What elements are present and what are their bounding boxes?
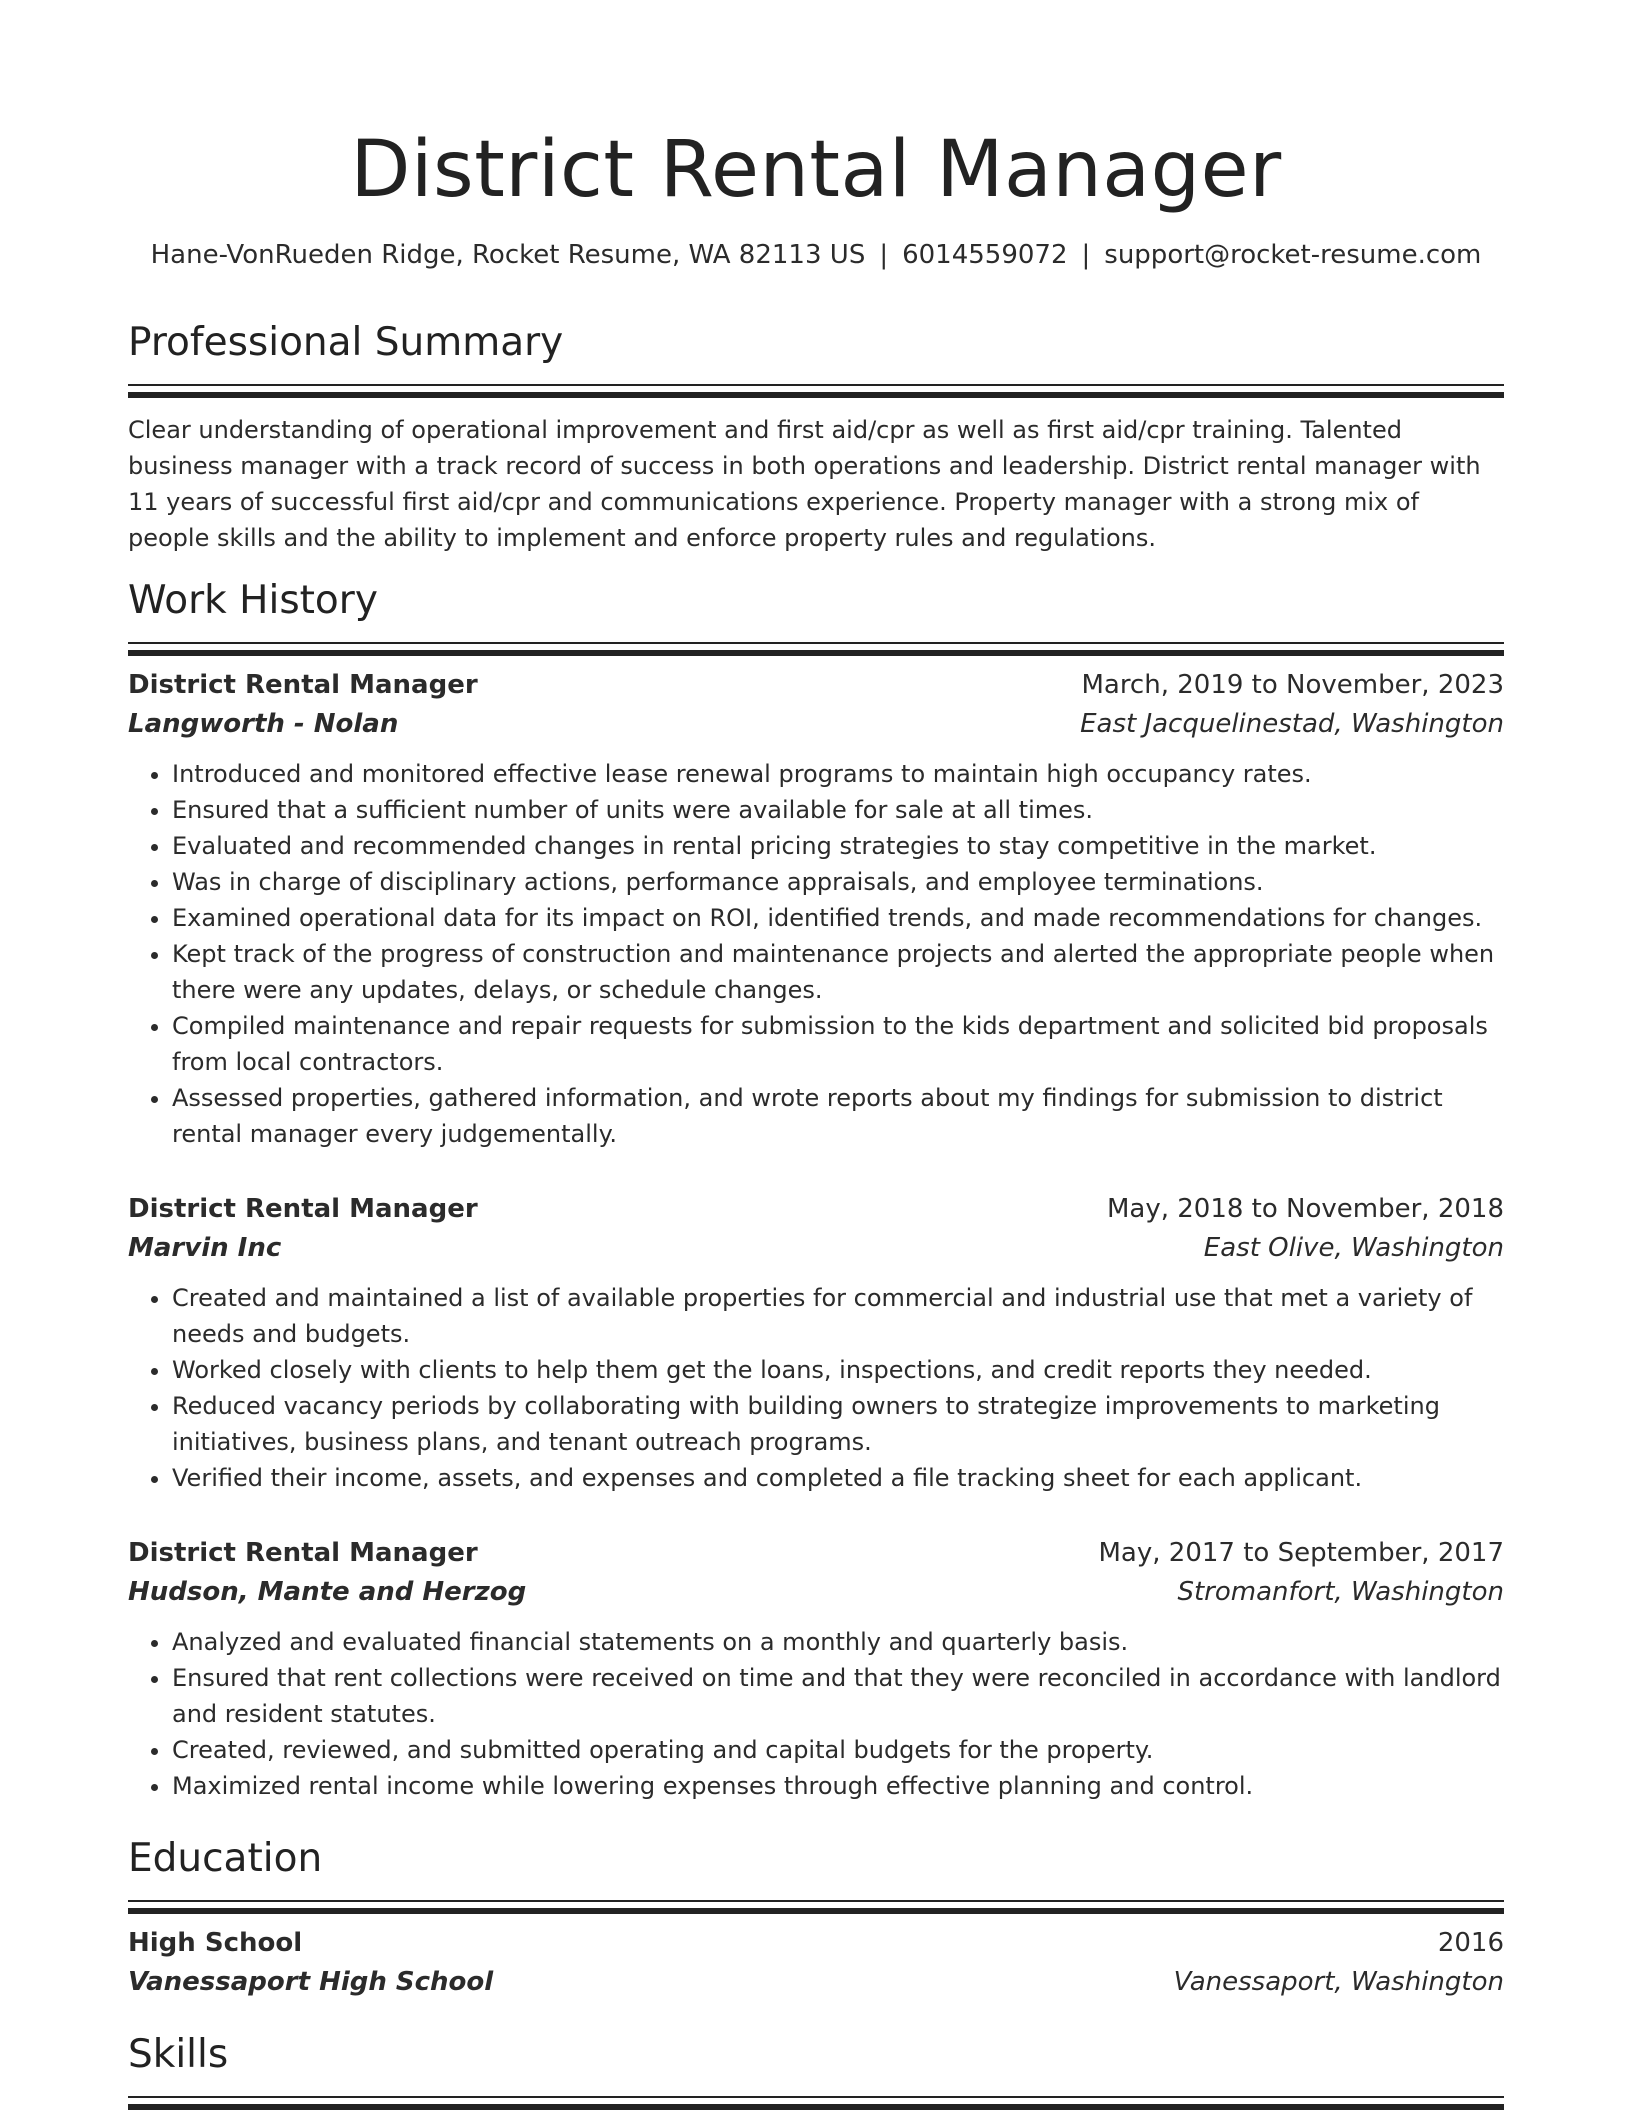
job-bullet: • Maximized rental income while lowering expenses through effective planning and control. [172,1768,1504,1804]
contact-separator: | [879,240,889,270]
job-entry [128,666,1504,1152]
section-divider [128,384,1504,386]
job-role: District Rental Manager [128,1538,478,1568]
job-company-row [128,1573,1504,1612]
job-bullets [128,1280,1504,1496]
contact-email: support@rocket-resume.com [1104,240,1482,270]
job-dates: May, 2018 to November, 2018 [1106,1194,1504,1224]
section-heading-education: Education [128,1836,323,1881]
job-bullet: • Examined operational data for its impact on ROI, identified trends, and made recommendations for changes. [172,900,1504,936]
contact-address: Hane-VonRueden Ridge, Rocket Resume, WA 82113 US [150,240,866,270]
education-entry [128,1924,1504,2002]
job-bullet: • Ensured that a sufficient number of units were available for sale at all times. [172,792,1504,828]
job-entry [128,1190,1504,1496]
education-section [128,1834,1504,1902]
job-dates: May, 2017 to September, 2017 [1098,1538,1504,1568]
professional-summary-section [128,318,1504,556]
section-divider [128,642,1504,644]
job-company-row [128,1229,1504,1268]
job-company: Langworth - Nolan [128,709,399,739]
education-school-row [128,1963,1504,2002]
job-bullet: • Evaluated and recommended changes in rental pricing strategies to stay competitive in the market. [172,828,1504,864]
job-location: Stromanfort, Washington [1177,1577,1504,1607]
job-bullet: • Assessed properties, gathered information, and wrote reports about my findings for submission to district rental manager every judgementally. [172,1080,1504,1152]
section-divider [128,1900,1504,1902]
section-heading-summary: Professional Summary [128,320,564,365]
job-location: East Olive, Washington [1203,1233,1504,1263]
contact-line [128,238,1504,272]
resume-title: District Rental Manager [350,125,1282,215]
work-history-section [128,576,1504,644]
job-bullet: • Reduced vacancy periods by collaborating with building owners to strategize improvements to marketing initiatives, business plans, and tenant outreach programs. [172,1388,1504,1460]
contact-separator: | [1081,240,1091,270]
job-header-row [128,1534,1504,1573]
job-bullets [128,1624,1504,1804]
job-company: Marvin Inc [128,1233,282,1263]
resume-page [128,0,1504,2077]
job-bullet: • Verified their income, assets, and expenses and completed a file tracking sheet for each applicant. [172,1460,1504,1496]
job-location: East Jacquelinestad, Washington [1080,709,1504,739]
job-bullet: • Introduced and monitored effective lease renewal programs to maintain high occupancy rates. [172,756,1504,792]
job-company: Hudson, Mante and Herzog [128,1577,527,1607]
job-dates: March, 2019 to November, 2023 [1081,670,1504,700]
section-divider [128,2096,1504,2098]
job-company-row [128,705,1504,744]
job-header-row [128,666,1504,705]
job-bullet: • Analyzed and evaluated financial statements on a monthly and quarterly basis. [172,1624,1504,1660]
job-bullet: • Kept track of the progress of construction and maintenance projects and alerted the appropriate people when there were any updates, delays, or schedule changes. [172,936,1504,1008]
education-year: 2016 [1437,1928,1504,1958]
job-bullet: • Worked closely with clients to help them get the loans, inspections, and credit reports they needed. [172,1352,1504,1388]
education-degree: High School [128,1928,303,1958]
education-location: Vanessaport, Washington [1173,1967,1504,1997]
education-header-row [128,1924,1504,1963]
summary-text: Clear understanding of operational improvement and first aid/cpr as well as first aid/cpr training. Talented business manager with a track record of success in both operations and leadership. District rental manager with 11 years of successful first aid/cpr and communications experience. Property manager with a strong mix of people skills and the ability to implement and enforce property rules and regulations. [128,416,1481,552]
job-role: District Rental Manager [128,670,478,700]
job-bullet: • Was in charge of disciplinary actions, performance appraisals, and employee terminations. [172,864,1504,900]
section-heading-skills: Skills [128,2032,229,2077]
section-heading-work: Work History [128,578,378,623]
job-role: District Rental Manager [128,1194,478,1224]
education-school: Vanessaport High School [128,1967,494,1997]
skills-section [128,2030,1504,2098]
job-bullet: • Compiled maintenance and repair requests for submission to the kids department and solicited bid proposals from local contractors. [172,1008,1504,1080]
job-bullet: • Ensured that rent collections were received on time and that they were reconciled in accordance with landlord and resident statutes. [172,1660,1504,1732]
job-entry [128,1534,1504,1804]
job-bullets [128,756,1504,1152]
job-bullet: • Created and maintained a list of available properties for commercial and industrial use that met a variety of needs and budgets. [172,1280,1504,1352]
contact-phone: 6014559072 [902,240,1068,270]
job-bullet: • Created, reviewed, and submitted operating and capital budgets for the property. [172,1732,1504,1768]
job-header-row [128,1190,1504,1229]
